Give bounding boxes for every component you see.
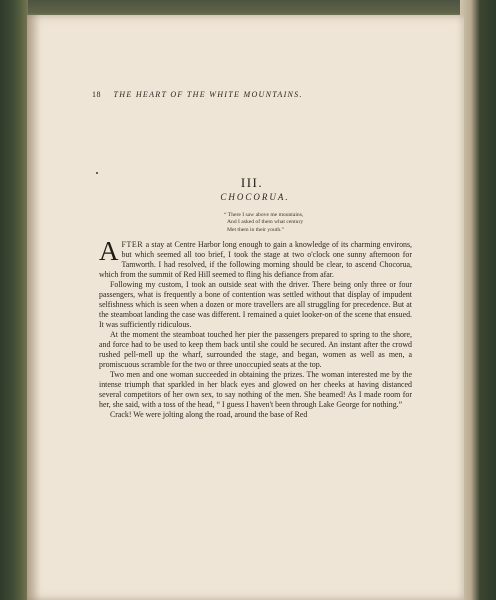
- epigraph-line: “ There I saw above me mountains,: [224, 212, 304, 218]
- page-gutter-shadow: [27, 15, 41, 600]
- paragraph: Two men and one woman succeeded in obtaining the prizes. The woman interested me by the intense triumph that sparkled in her black eyes and glowed on her cheeks at having distanced several competitors of her own sex, to say nothing of the men. She beamed! As I made room for her, she said, with a toss of the head, “ I guess I haven't been through Lake George for nothing.”: [99, 370, 412, 409]
- book-cover-left-board: [0, 0, 28, 600]
- paragraph: Following my custom, I took an outside seat with the driver. There being only three or four passengers, what is frequently a bone of contention was settled without that display of impudent selfishness which is seen when a dozen or more travellers are all struggling for precedence. But at the steamboat landing the case was different. I remained a quiet looker-on of the scene that ensued. It was sufficiently ridiculous.: [99, 280, 412, 329]
- paragraph: Crack! We were jolting along the road, around the base of Red: [110, 410, 308, 419]
- paragraph-text: a stay at Centre Harbor long enough to gain a knowledge of its charming environs, but which seemed all too brief, I took the stage at two o'clock one sunny afternoon for Tamworth. I had resolved, if the following morning should be clear, to ascend Chocorua, which from the summit of Red Hill seemed to fling his defiance from afar.: [99, 240, 412, 279]
- page-number: 18: [92, 90, 101, 99]
- paragraph: At the moment the steamboat touched her pier the passengers prepared to spring to the shore, and force had to be used to keep them back until she could be secured. An instant after the crowd rushed pell-mell up the wharf, surrounded the stage, and began, women as well as men, a promiscuous scramble for the two or three unoccupied seats at the top.: [99, 330, 412, 369]
- ink-speck: [96, 172, 98, 174]
- book-cover-right-edge: [460, 0, 496, 600]
- paragraph: [99, 236, 412, 280]
- body-text: [99, 236, 412, 420]
- running-head-title: THE HEART OF THE WHITE MOUNTAINS.: [113, 90, 303, 99]
- epigraph-line: Met them in their youth.”: [227, 226, 285, 233]
- drop-cap: A: [99, 236, 119, 266]
- epigraph: [224, 212, 344, 234]
- chapter-number: III.: [240, 175, 264, 190]
- epigraph-line: And I asked of them what century: [227, 219, 304, 226]
- opening-small-caps: FTER: [121, 240, 144, 249]
- running-head: [92, 90, 352, 99]
- chapter-title: CHOCORUA.: [220, 192, 290, 202]
